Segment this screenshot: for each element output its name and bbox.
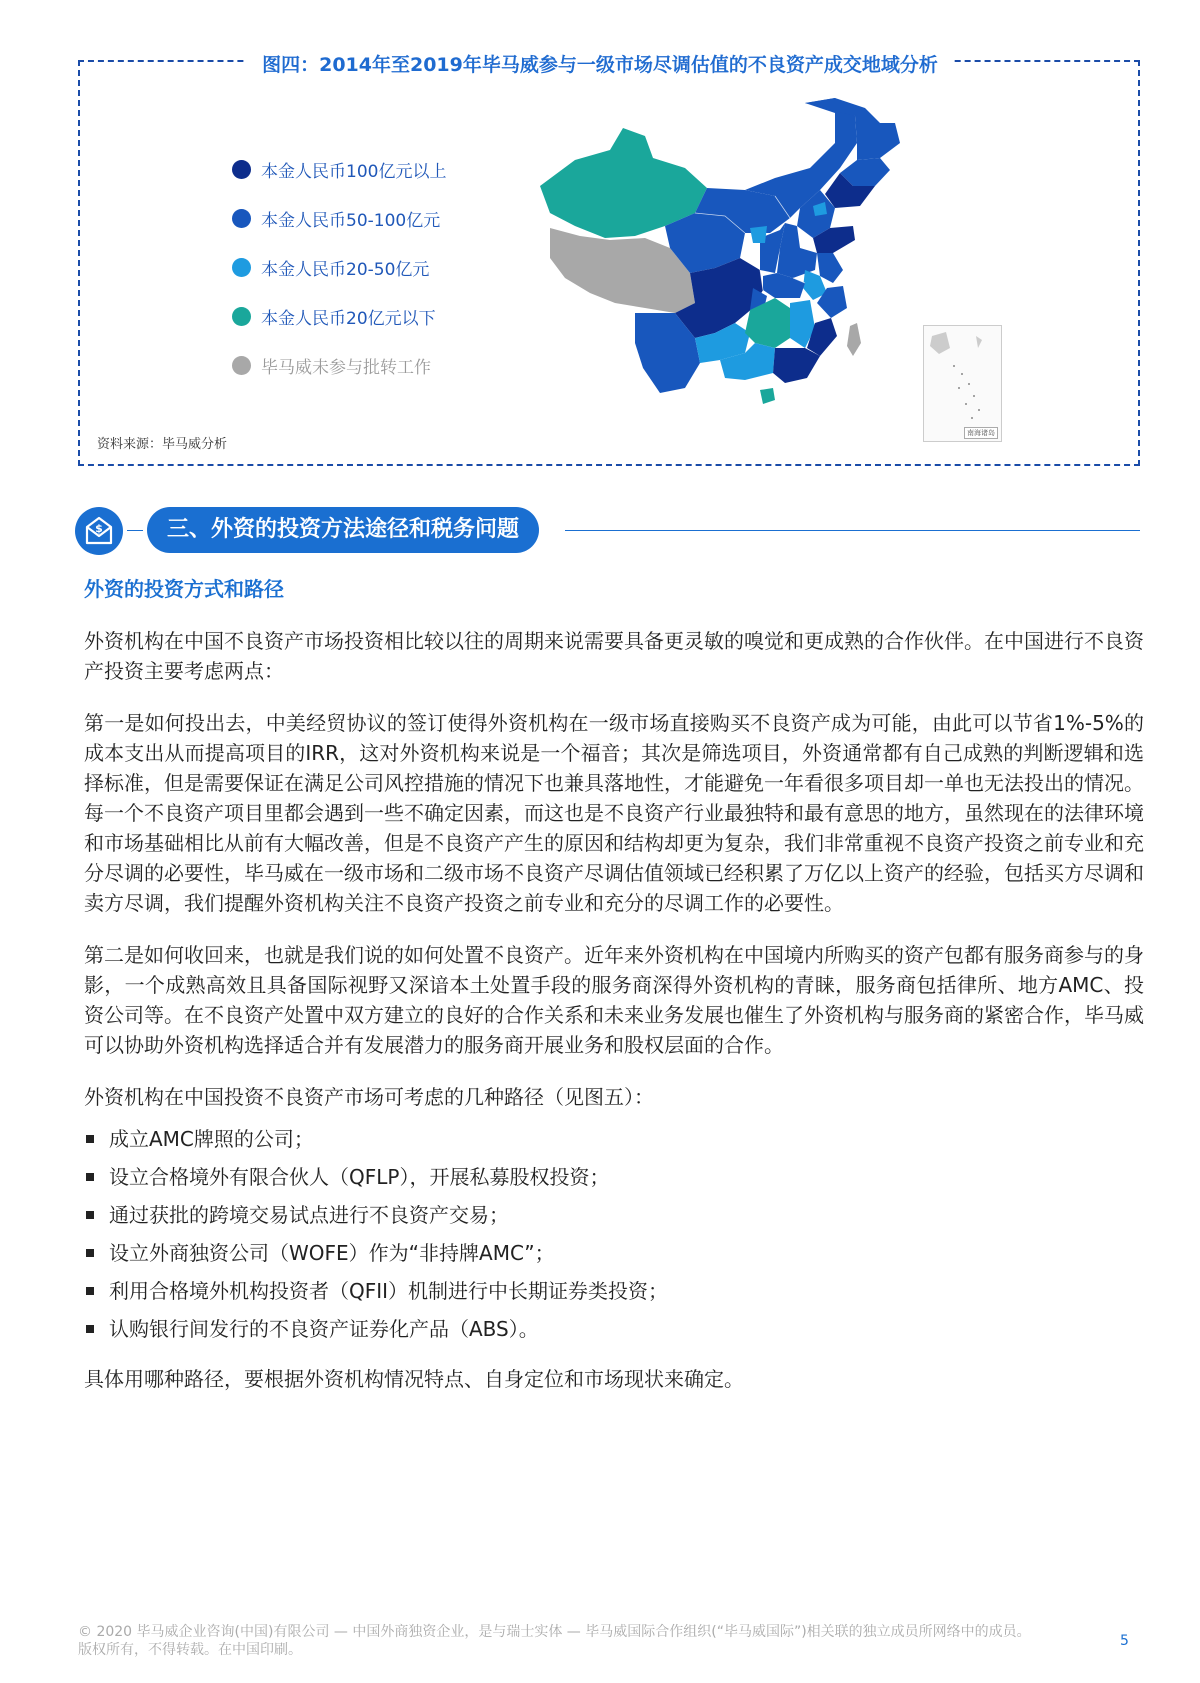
legend-item-not-involved [232, 341, 446, 390]
list-item: 利用合格境外机构投资者（QFII）机制进行中长期证券类投资； [84, 1272, 1144, 1310]
legend-dot [232, 160, 251, 179]
region-ningxia [750, 226, 767, 243]
region-hainan [760, 388, 775, 404]
envelope-dollar-icon [75, 507, 123, 555]
legend-dot [232, 258, 251, 277]
legend-label: 本金人民币50-100亿元 [261, 211, 441, 231]
list-item: 通过获批的跨境交易试点进行不良资产交易； [84, 1196, 1144, 1234]
list-item: 设立合格境外有限合伙人（QFLP），开展私募股权投资； [84, 1158, 1144, 1196]
inset-islands [924, 326, 1001, 441]
legend-item-50-100 [232, 194, 446, 243]
footer-copyright: © 2020 毕马威企业咨询(中国)有限公司 — 中国外商独资企业，是与瑞士实体 — 毕马威国际合作组织(“毕马威国际”)相关联的独立成员所网络中的成员。版权所有，不得转载。在中国印刷。 [78, 1624, 1031, 1658]
sub-heading: 外资的投资方式和路径 [84, 577, 284, 601]
map-legend [232, 145, 446, 390]
legend-dot [232, 307, 251, 326]
legend-label: 本金人民币20-50亿元 [261, 260, 430, 280]
paragraph: 第二是如何收回来，也就是我们说的如何处置不良资产。近年来外资机构在中国境内所购买的资产包都有服务商参与的身影，一个成熟高效且具备国际视野又深谙本土处置手段的服务商深得外资机构的青睐，服务商包括律所、地方AMC、投资公司等。在不良资产处置中双方建立的良好的合作关系和未来业务发展也催生了外资机构与服务商的紧密合作，毕马威可以协助外资机构选择适合并有发展潜力的服务商开展业务和股权层面的合作。 [84, 943, 1144, 1057]
paragraph: 外资机构在中国投资不良资产市场可考虑的几种路径（见图五）： [84, 1085, 654, 1109]
paragraph: 第一是如何投出去，中美经贸协议的签订使得外资机构在一级市场直接购买不良资产成为可能，由此可以节省1%-5%的成本支出从而提高项目的IRR，这对外资机构来说是一个福音；其次是筛选项目，外资通常都有自己成熟的判断逻辑和选择标准，但是需要保证在满足公司风控措施的情况下也兼具落地性，才能避免一年看很多项目却一单也无法投出的情况。每一个不良资产项目里都会遇到一些不确定因素，而这也是不良资产行业最独特和最有意思的地方，虽然现在的法律环境和市场基础相比从前有大幅改善，但是不良资产产生的原因和结构却更为复杂，我们非常重视不良资产投资之前专业和充分尽调的必要性，毕马威在一级市场和二级市场不良资产尽调估值领域已经积累了万亿以上资产的经验，包括买方尽调和卖方尽调，我们提醒外资机构关注不良资产投资之前专业和充分的尽调工作的必要性。 [84, 711, 1144, 915]
legend-label: 毕马威未参与批转工作 [261, 358, 431, 378]
svg-text:$: $ [95, 522, 103, 535]
region-guangdong [773, 348, 820, 383]
legend-label: 本金人民币100亿元以上 [261, 162, 447, 182]
legend-item-100-plus [232, 145, 446, 194]
legend-item-under-20 [232, 292, 446, 341]
region-hubei [763, 273, 805, 298]
section-title: 三、外资的投资方法途径和税务问题 [147, 507, 539, 553]
legend-dot [232, 356, 251, 375]
inset-label: 南海诸岛 [964, 427, 998, 439]
envelope-dollar-icon-svg [75, 507, 123, 555]
figure-title: 图四：2014年至2019年毕马威参与一级市场尽调估值的不良资产成交地域分析 [0, 50, 1200, 77]
closing-paragraph: 具体用哪种路径，要根据外资机构情况特点、自身定位和市场现状来确定。 [84, 1367, 744, 1391]
paragraph: 外资机构在中国不良资产市场投资相比较以往的周期来说需要具备更灵敏的嗅觉和更成熟的合作伙伴。在中国进行不良资产投资主要考虑两点： [84, 629, 1144, 683]
legend-dot [232, 209, 251, 228]
legend-label: 本金人民币20亿元以下 [261, 309, 436, 329]
page-number: 5 [1120, 1633, 1129, 1649]
list-item: 成立AMC牌照的公司； [84, 1120, 1144, 1158]
header-connector [127, 530, 143, 531]
body-content [84, 626, 1144, 1416]
south-china-sea-inset [923, 325, 1002, 442]
list-item: 设立外商独资公司（WOFE）作为“非持牌AMC”； [84, 1234, 1144, 1272]
path-list [84, 1120, 1144, 1348]
legend-item-20-50 [232, 243, 446, 292]
china-region-map [535, 98, 915, 428]
section-header [75, 507, 1140, 555]
header-rule [565, 530, 1140, 531]
figure-source: 资料来源：毕马威分析 [97, 437, 228, 452]
region-taiwan [847, 323, 861, 356]
list-item: 认购银行间发行的不良资产证券化产品（ABS）。 [84, 1310, 1144, 1348]
